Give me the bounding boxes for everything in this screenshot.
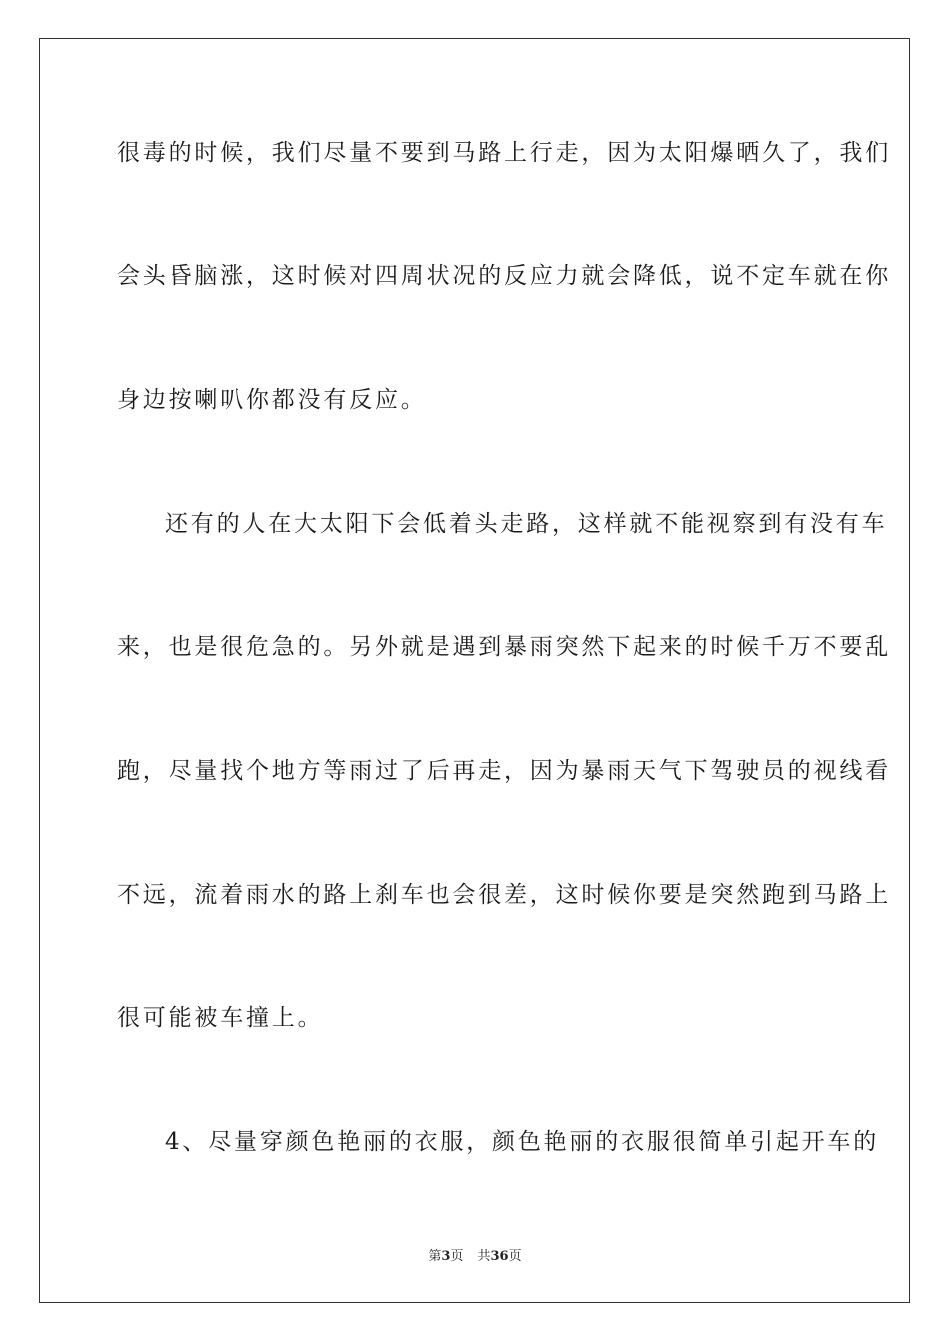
page-footer [0,1248,950,1266]
text-line-9: 4、尽量穿颜色艳丽的衣服，颜色艳丽的衣服很简单引起开车的 [165,1129,880,1155]
footer-page-number: 3 [441,1249,451,1264]
text-line-4: 还有的人在大太阳下会低着头走路，这样就不能视察到有没有车 [165,511,888,537]
text-line-2: 会头昏脑涨，这时候对四周状况的反应力就会降低，说不定车就在你 [117,263,891,289]
text-line-6: 跑，尽量找个地方等雨过了后再走，因为暴雨天气下驾驶员的视线看 [117,758,891,784]
page-border [39,38,910,1303]
footer-total-prefix: 共 [477,1249,491,1264]
text-line-1: 很毒的时候，我们尽量不要到马路上行走，因为太阳爆晒久了，我们 [117,140,891,166]
text-line-3: 身边按喇叭你都没有反应。 [117,387,427,413]
footer-page-prefix: 第 [428,1249,442,1264]
text-line-5: 来，也是很危急的。另外就是遇到暴雨突然下起来的时候千万不要乱 [117,634,891,660]
footer-total-pages: 36 [490,1249,509,1264]
text-line-8: 很可能被车撞上。 [117,1005,324,1031]
footer-total-unit: 页 [508,1249,522,1264]
text-line-7: 不远，流着雨水的路上刹车也会很差，这时候你要是突然跑到马路上 [117,882,891,908]
footer-page-unit: 页 [450,1249,464,1264]
